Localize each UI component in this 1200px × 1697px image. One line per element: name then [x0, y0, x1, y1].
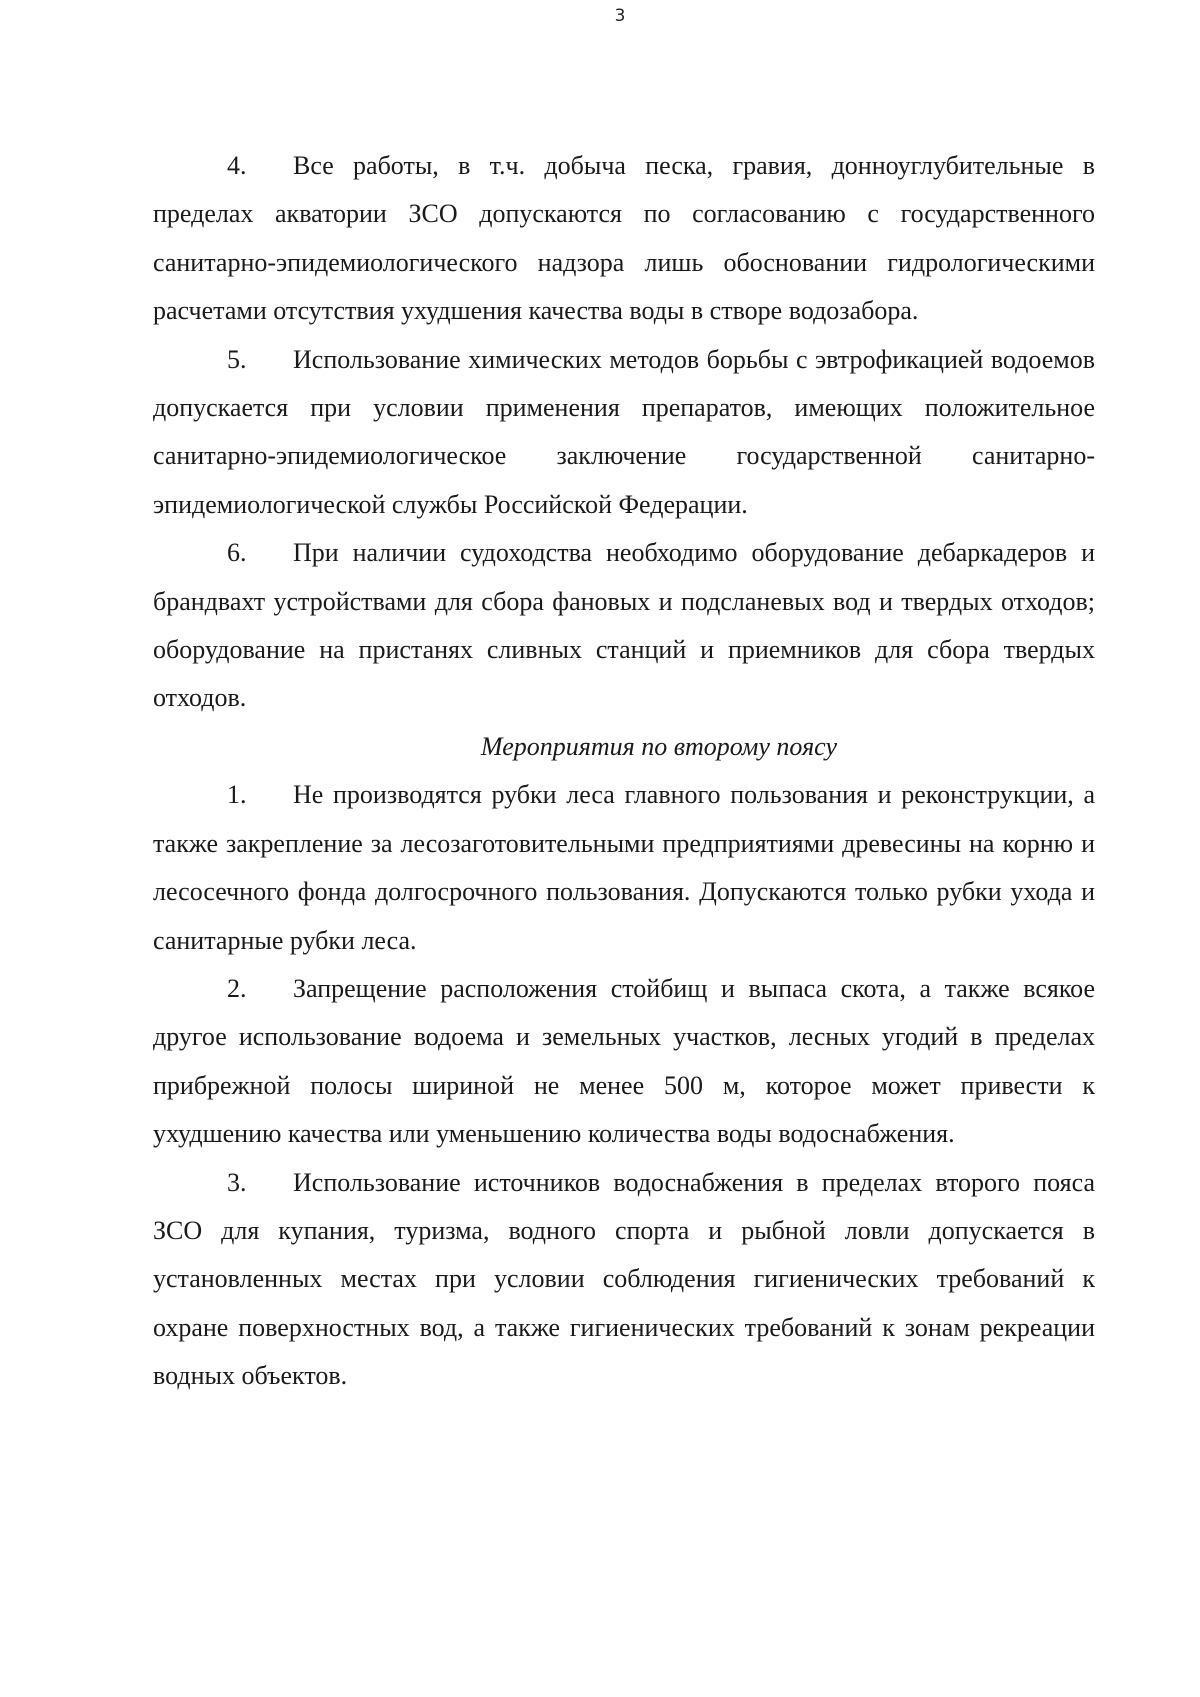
item-number: 2. [227, 973, 247, 1003]
item-text: Использование источников водоснабжения в пределах второго пояса ЗСО для купания, туризма, водного спорта и рыбной ловли допускается в установленных местах при условии соблюдения гигиенических требований к охране поверхностных вод, а также гигиенических требований к зонам рекреации водных объектов. [153, 1167, 1095, 1391]
list-item [153, 1159, 1095, 1401]
item-text: Запрещение расположения стойбищ и выпаса скота, а также всякое другое использование водоема и земельных участков, лесных угодий в пределах прибрежной полосы шириной не менее 500 м, которое может привести к ухудшению качества или уменьшению количества воды водоснабжения. [153, 973, 1095, 1149]
list-item [153, 771, 1095, 965]
item-number: 6. [227, 538, 247, 568]
list-item [153, 529, 1095, 723]
page-number: 3 [614, 6, 626, 26]
item-number: 1. [227, 780, 247, 810]
list-item [153, 142, 1095, 336]
section-heading: Мероприятия по второму поясу [480, 731, 838, 761]
item-text: При наличии судоходства необходимо оборудование дебаркадеров и брандвахт устройствами для сбора фановых и подсланевых вод и твердых отходов; оборудование на пристанях сливных станций и приемников для сбора твердых отходов. [153, 538, 1095, 713]
document-body [153, 142, 1095, 1401]
list-item [153, 336, 1095, 530]
item-number: 3. [227, 1167, 247, 1197]
item-text: Все работы, в т.ч. добыча песка, гравия, донноуглубительные в пределах акватории ЗСО допускаются по согласованию с государственного санитарно-эпидемиологического надзора лишь обосновании гидрологическими расчетами отсутствия ухудшения качества воды в створе водозабора. [153, 151, 1095, 326]
item-number: 5. [227, 344, 247, 374]
item-number: 4. [227, 151, 247, 180]
list-item [153, 965, 1095, 1159]
item-text: Использование химических методов борьбы с эвтрофикацией водоемов допускается при условии применения препаратов, имеющих положительное санитарно-эпидемиологическое заключение государственной санитарно-эпидемиологической службы Российской Федерации. [153, 344, 1095, 519]
item-text: Не производятся рубки леса главного пользования и реконструкции, а также закрепление за лесозаготовительными предприятиями древесины на корню и лесосечного фонда долгосрочного пользования. Допускаются только рубки ухода и санитарные рубки леса. [153, 780, 1095, 955]
